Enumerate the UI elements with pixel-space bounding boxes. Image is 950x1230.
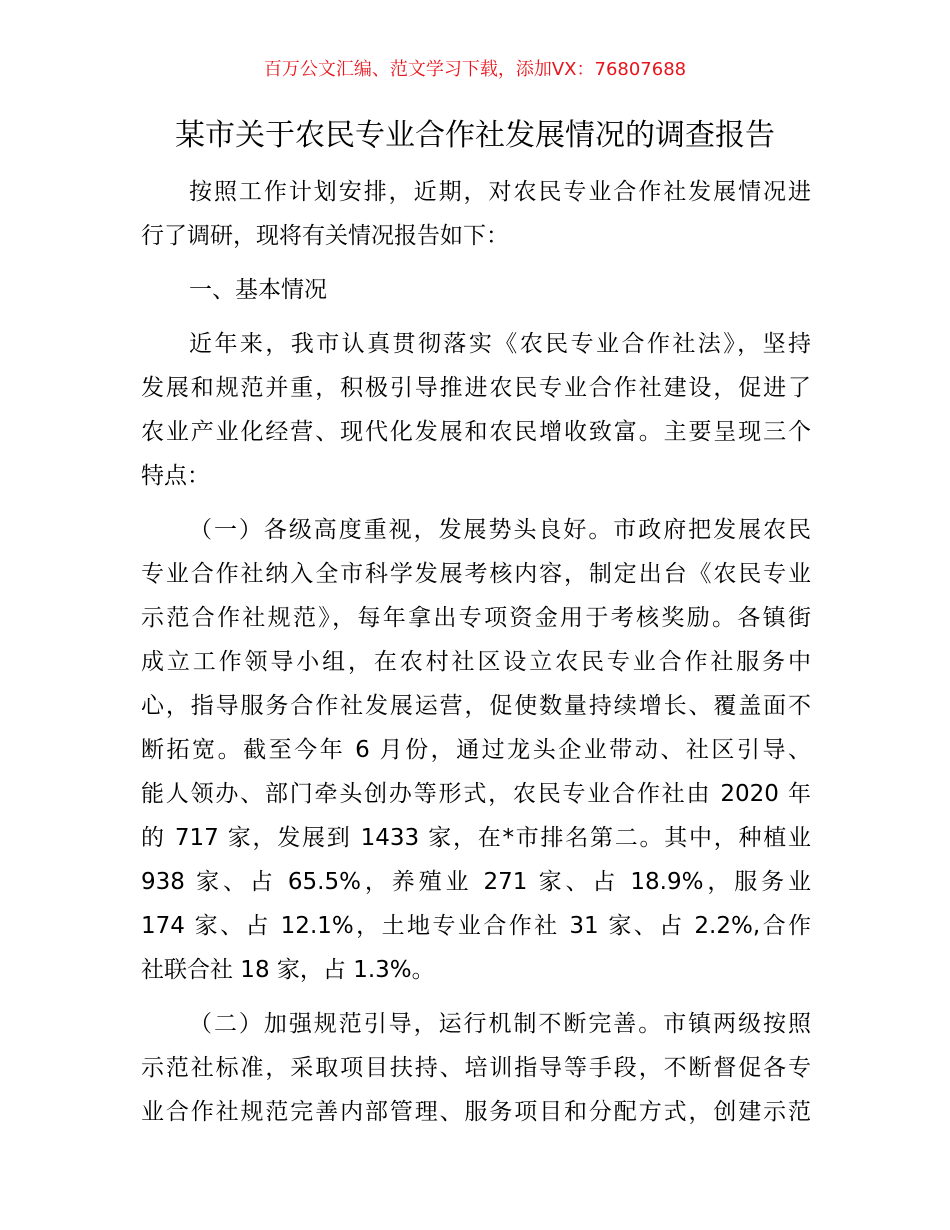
text-line: 农业产业化经营、现代化发展和农民增收致富。主要呈现三个 <box>141 419 811 445</box>
section-heading <box>141 268 811 312</box>
text-line: 心，指导服务合作社发展运营，促使数量持续增长、覆盖面不 <box>141 693 811 719</box>
document-title: 某市关于农民专业合作社发展情况的调查报告 <box>175 118 775 153</box>
text-line: 示范合作社规范》，每年拿出专项资金用于考核奖励。各镇街 <box>141 605 811 631</box>
document-body <box>141 170 811 1134</box>
text-line: 业合作社规范完善内部管理、服务项目和分配方式，创建示范 <box>141 1099 811 1125</box>
header-note: 百万公文汇编、范文学习下载，添加VX：76807688 <box>263 59 687 80</box>
text-line: 按照工作计划安排，近期，对农民专业合作社发展情况进 <box>189 179 811 205</box>
text-line: 断拓宽。截至今年 6 月份，通过龙头企业带动、社区引导、 <box>141 737 811 763</box>
text-line: （一）各级高度重视，发展势头良好。市政府把发展农民 <box>189 517 811 543</box>
text-line: 专业合作社纳入全市科学发展考核内容，制定出台《农民专业 <box>141 561 811 587</box>
text-line: 行了调研，现将有关情况报告如下： <box>141 223 509 249</box>
paragraph <box>141 1002 811 1134</box>
text-line: 一、基本情况 <box>189 277 327 303</box>
text-line: 能人领办、部门牵头创办等形式，农民专业合作社由 2020 年 <box>141 781 811 807</box>
paragraph <box>141 170 811 258</box>
text-line: 的 717 家，发展到 1433 家，在*市排名第二。其中，种植业 <box>141 825 811 851</box>
text-line: 近年来，我市认真贯彻落实《农民专业合作社法》，坚持 <box>189 331 811 357</box>
text-line: 发展和规范并重，积极引导推进农民专业合作社建设，促进了 <box>141 375 811 401</box>
paragraph <box>141 322 811 498</box>
text-line: （二）加强规范引导，运行机制不断完善。市镇两级按照 <box>189 1011 811 1037</box>
text-line: 174 家、占 12.1%，土地专业合作社 31 家、占 2.2%,合作 <box>141 913 811 939</box>
text-line: 社联合社 18 家，占 1.3%。 <box>141 957 435 983</box>
text-line: 成立工作领导小组，在农村社区设立农民专业合作社服务中 <box>141 649 811 675</box>
text-line: 示范社标准，采取项目扶持、培训指导等手段，不断督促各专 <box>141 1055 811 1081</box>
text-line: 938 家、占 65.5%，养殖业 271 家、占 18.9%，服务业 <box>141 869 811 895</box>
text-line: 特点： <box>141 463 210 489</box>
paragraph <box>141 508 811 992</box>
